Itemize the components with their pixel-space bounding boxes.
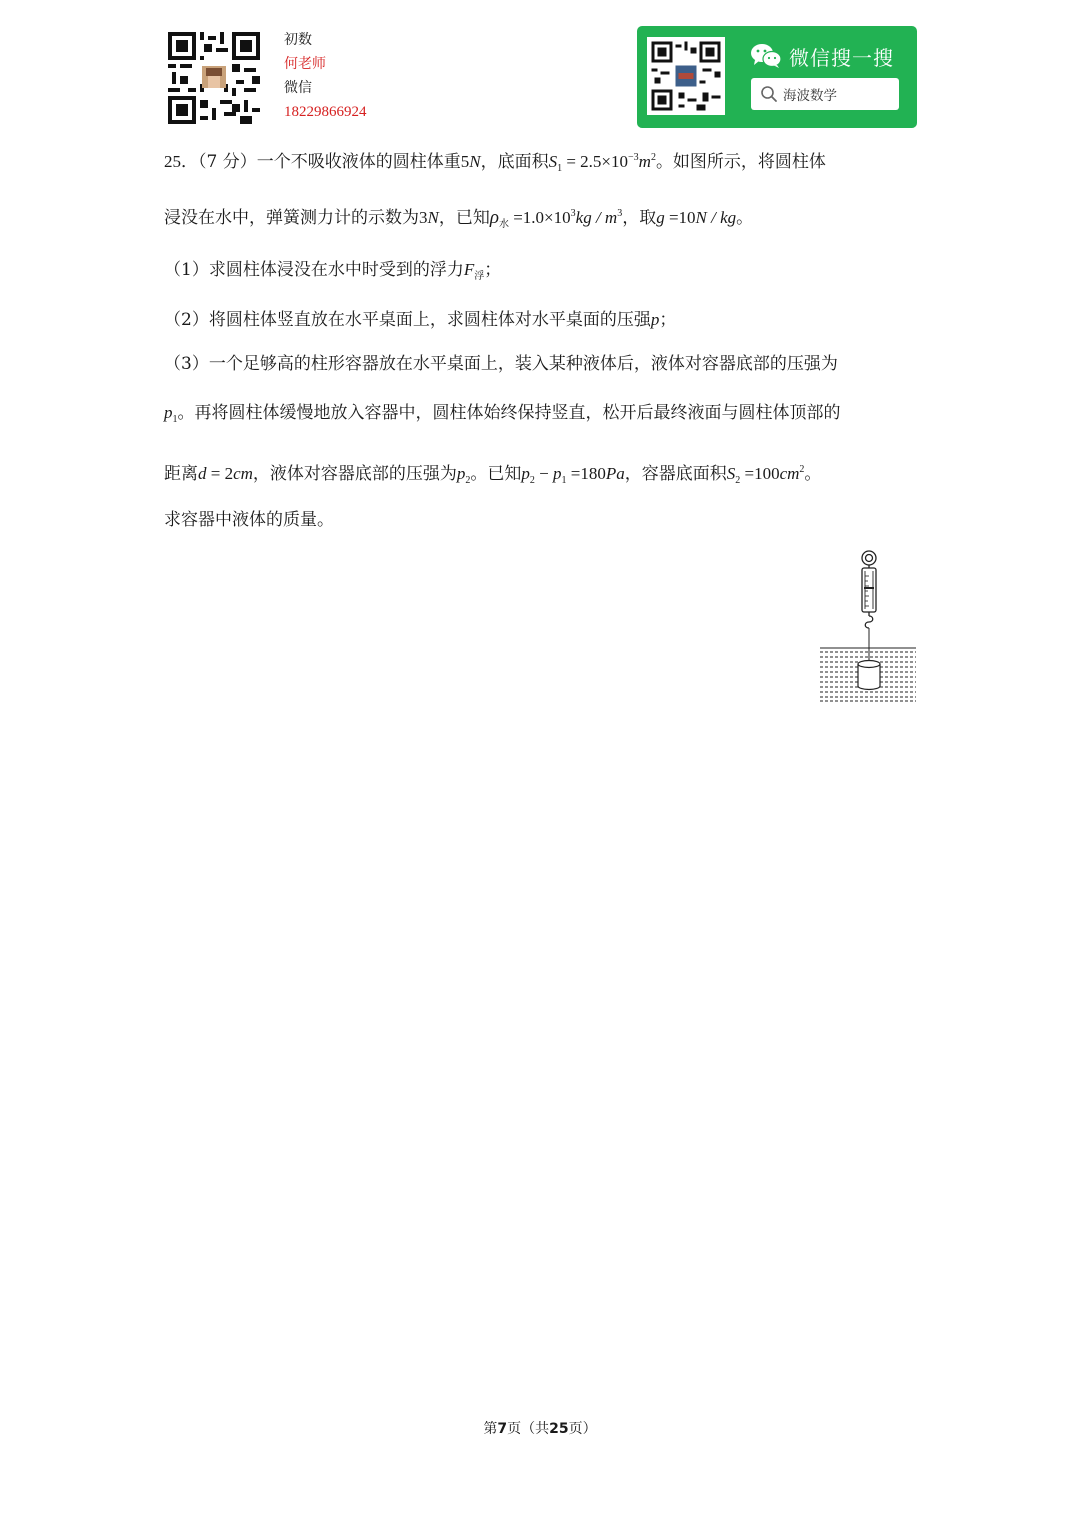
text: 浸没在水中，弹簧测力计的示数为 [164, 208, 419, 228]
current-page: 7 [497, 1421, 508, 1437]
density-exponent: 3 [570, 208, 576, 219]
minus-sign: − [534, 464, 554, 483]
area-value: = 2.5×10 [562, 152, 629, 171]
spring-scale-figure [818, 548, 918, 710]
gravity-unit: N / kg [695, 208, 737, 227]
weight-value: 5 [460, 152, 470, 171]
text: 。已知 [470, 464, 522, 484]
area-exponent: −3 [628, 152, 639, 163]
scale-ring [862, 551, 876, 565]
distance-value: = 2 [206, 464, 234, 483]
total-pages: 25 [549, 1421, 569, 1437]
question-3-line-2 [164, 399, 841, 434]
weight-unit: N [469, 152, 481, 171]
buoyancy-symbol: F [463, 260, 475, 279]
pressure-p2-subscript: 2 [465, 475, 471, 486]
subscript: 1 [561, 475, 567, 486]
question-3-line-4 [164, 506, 334, 534]
pressure-p2-symbol: p [456, 464, 466, 483]
text: ，容器底面积 [624, 464, 727, 484]
text: 页（共 [507, 1421, 550, 1437]
subscript: 2 [529, 475, 535, 486]
text: ，底面积 [480, 152, 549, 172]
text: （3）一个足够高的柱形容器放在水平桌面上，装入某种液体后，液体对容器底部的压强为 [164, 354, 838, 374]
text: 页） [568, 1421, 597, 1437]
question-3-line-3 [164, 456, 821, 495]
question-3-line-1 [164, 350, 838, 378]
reading-unit: N [427, 208, 439, 227]
contact-line-1: 初数 [284, 32, 312, 48]
distance-unit: cm [233, 464, 253, 483]
wechat-search-box[interactable] [751, 78, 899, 110]
text: ； [659, 310, 677, 330]
distance-symbol: d [198, 464, 207, 483]
text: （1）求圆柱体浸没在水中时受到的浮力 [164, 260, 464, 280]
question-1 [164, 256, 501, 291]
pressure-symbol: p [650, 310, 660, 329]
text: ，已知 [438, 208, 490, 228]
text: 。再将圆柱体缓慢地放入容器中，圆柱体始终保持竖直，松开后最终液面与圆柱体顶部的 [177, 403, 841, 423]
cylinder [858, 661, 880, 690]
wechat-logo-icon [750, 43, 782, 73]
wechat-search-title: 微信搜一搜 [789, 46, 894, 70]
text: ； [484, 260, 502, 280]
area-s2-unit: cm [779, 464, 800, 483]
density-unit: kg / m [575, 208, 618, 227]
area-s2-symbol: S [726, 464, 736, 483]
problem-line-1 [164, 144, 826, 183]
buoyancy-subscript: 浮 [474, 271, 485, 282]
density-subscript: 水 [498, 219, 509, 230]
page-number [0, 1418, 1080, 1438]
text: 。 [736, 208, 754, 228]
density-symbol: ρ [489, 207, 499, 228]
scale-body [862, 568, 876, 612]
scale-hook [865, 616, 873, 628]
pressure-p1-symbol: p [164, 403, 173, 422]
area-s2-value: =100 [740, 464, 780, 483]
area-unit-exponent: 2 [650, 152, 656, 163]
problem-number: 25． [164, 152, 198, 171]
search-icon [760, 85, 778, 107]
text: ，取 [622, 208, 657, 228]
problem-line-2 [164, 200, 753, 239]
text: 求容器中液体的质量。 [164, 510, 334, 530]
area-symbol: S [548, 152, 558, 171]
pressure-symbol: p [553, 464, 562, 483]
phone-number: 18229866924 [284, 104, 367, 120]
gravity-symbol: g [656, 208, 665, 227]
contact-info [284, 28, 367, 124]
density-unit-exponent: 3 [617, 208, 623, 219]
area-s2-exponent: 2 [799, 464, 805, 475]
question-2 [164, 306, 676, 334]
teacher-name: 何老师 [284, 56, 326, 72]
area-unit: m [638, 152, 651, 171]
text: （2）将圆柱体竖直放在水平桌面上，求圆柱体对水平桌面的压强 [164, 310, 651, 330]
wechat-qr-code [647, 37, 725, 115]
reading-value: 3 [419, 208, 428, 227]
problem-points: （7 分） [198, 152, 257, 172]
text: ，液体对容器底部的压强为 [252, 464, 457, 484]
text: 一个不吸收液体的圆柱体重 [256, 152, 461, 172]
pressure-symbol: p [521, 464, 530, 483]
contact-line-3: 微信 [284, 80, 312, 96]
pressure-unit: Pa [605, 464, 625, 483]
text: 。 [804, 464, 822, 484]
search-keyword: 海波数学 [783, 88, 837, 104]
pressure-p1-subscript: 1 [172, 414, 178, 425]
density-value: =1.0×10 [508, 208, 571, 227]
text: 。如图所示，将圆柱体 [655, 152, 826, 172]
text: 距离 [164, 464, 198, 484]
wechat-search-card [637, 26, 917, 128]
area-subscript: 1 [557, 163, 563, 174]
contact-qr-code [168, 32, 260, 124]
area-s2-subscript: 2 [735, 475, 741, 486]
gravity-value: =10 [664, 208, 696, 227]
pressure-difference-value: =180 [566, 464, 606, 483]
text: 第 [483, 1421, 498, 1437]
